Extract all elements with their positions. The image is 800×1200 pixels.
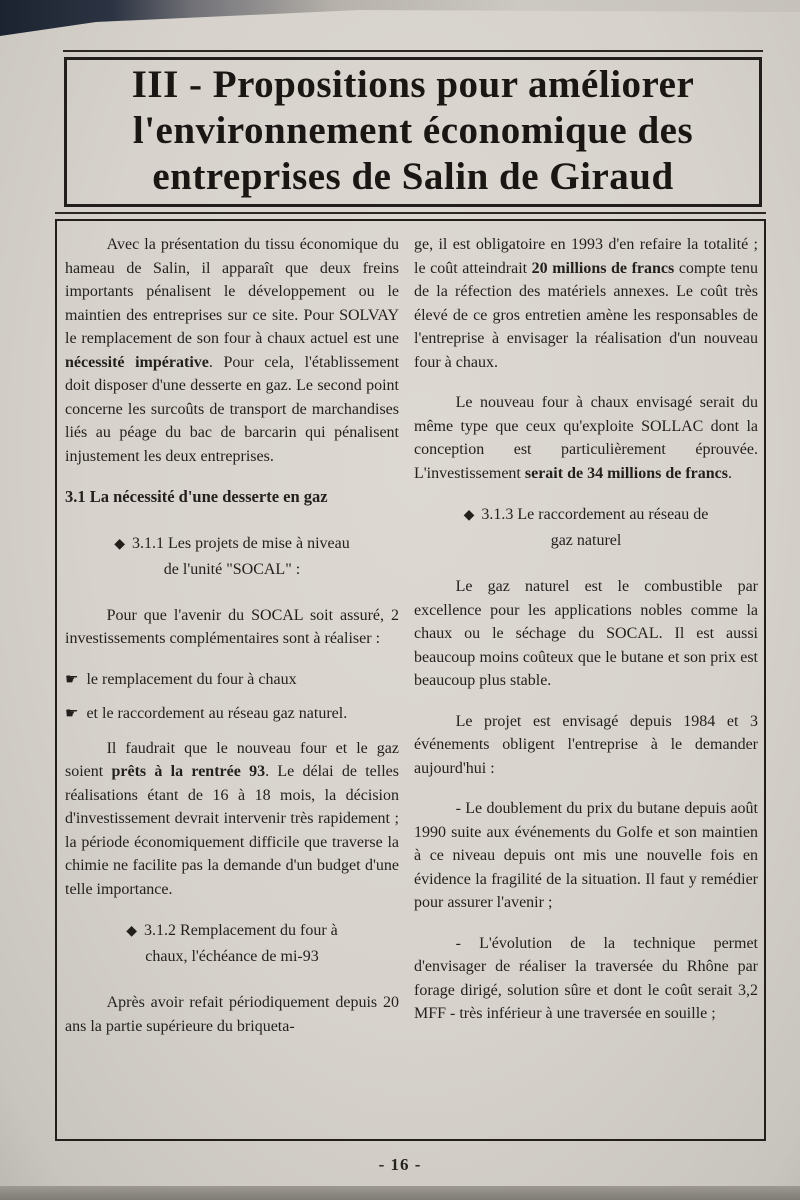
paragraph: Le projet est envisagé depuis 1984 et 3 événements obligent l'entreprise à le demander aujourd'hui : xyxy=(414,712,758,777)
title-line-1: III - Propositions pour améliorer xyxy=(131,63,695,106)
paragraph: - Le doublement du prix du butane depuis août 1990 suite aux événements du Golfe et son maintien à ce niveau depuis ont mis une nouvelle fois en évidence la fragilité de la situation. Il faut y remédier pour assurer l'avenir ; xyxy=(414,800,758,911)
paragraph: Avec la présentation du tissu économique du hameau de Salin, il apparaît que deux freins importants pénalisent le développement ou le maintien des entreprises sur ce site. Pour SOLVAY le remplacement de son four à chaux actuel est une nécessité impérative. Pour cela, l'établissement doit disposer d'une desserte en gaz. Le second point concerne les surcoûts de transport de marchandises liés au péage du bac de barcarin qui pénalisent injustement les deux entreprises. xyxy=(65,236,399,465)
paragraph: Pour que l'avenir du SOCAL soit assuré, 2 investissements complémentaires sont à réaliser : xyxy=(65,606,399,647)
pointing-hand-icon: ☛ xyxy=(65,704,79,722)
subsection-heading: ◆ 3.1.2 Remplacement du four à chaux, l'échéance de mi-93 xyxy=(126,922,338,965)
section-heading: 3.1 La nécessité d'une desserte en gaz xyxy=(65,487,328,506)
paragraph: - L'évolution de la technique permet d'envisager de réaliser la traversée du Rhône par forage dirigé, solution sûre et dont le coût serait 3,2 MFF - très inférieur à une traversée en souille ; xyxy=(414,934,758,1022)
page-number: - 16 - xyxy=(378,1155,422,1174)
two-column-layout xyxy=(65,233,758,1139)
paragraph: Il faudrait que le nouveau four et le gaz soient prêts à la rentrée 93. Le délai de telles réalisations étant de 16 à 18 mois, la décision d'investissement devrait intervenir très rapidement ; la période économiquement difficile que traverse la chimie ne facilite pas la demande d'un budget d'une telle importance. xyxy=(65,739,399,898)
left-column xyxy=(65,233,399,1139)
paragraph: Le nouveau four à chaux envisagé serait du même type que ceux qu'exploite SOLLAC dont la conception est particulièrement éprouvée. L'investissement serait de 34 millions de francs. xyxy=(414,394,758,482)
diamond-bullet-icon: ◆ xyxy=(114,535,126,552)
diamond-bullet-icon: ◆ xyxy=(463,507,475,523)
bullet-item: ☛ le remplacement du four à chaux xyxy=(65,669,297,688)
bullet-item: ☛ et le raccordement au réseau gaz naturel. xyxy=(65,704,348,722)
pointing-hand-icon: ☛ xyxy=(65,669,79,688)
document-body-box xyxy=(55,219,766,1141)
subsection-heading: ◆ 3.1.1 Les projets de mise à niveau de l'unité "SOCAL" : xyxy=(114,534,350,578)
right-column xyxy=(414,233,758,1139)
paragraph: ge, il est obligatoire en 1993 d'en refaire la totalité ; le coût atteindrait 20 millions de francs compte tenu de la réfection des matériels annexes. Le coût très élevé de ce gros entretien amène les responsables de l'entreprise à envisager la réalisation d'un nouveau four à chaux. xyxy=(414,236,758,371)
paragraph: Après avoir refait périodiquement depuis 20 ans la partie supérieure du briqueta- xyxy=(65,994,399,1035)
subsection-heading: ◆ 3.1.3 Le raccordement au réseau de gaz naturel xyxy=(463,506,709,549)
document-title-box xyxy=(64,57,762,207)
paragraph: Le gaz naturel est le combustible par excellence pour les applications nobles comme la chaux ou le séchage du SOCAL. Il est aussi beaucoup moins coûteux que le butane et son prix est beaucoup plus stable. xyxy=(414,578,758,689)
title-line-3: entreprises de Salin de Giraud xyxy=(152,155,674,198)
diamond-bullet-icon: ◆ xyxy=(126,923,138,939)
title-line-2: l'environnement économique des xyxy=(132,109,694,152)
